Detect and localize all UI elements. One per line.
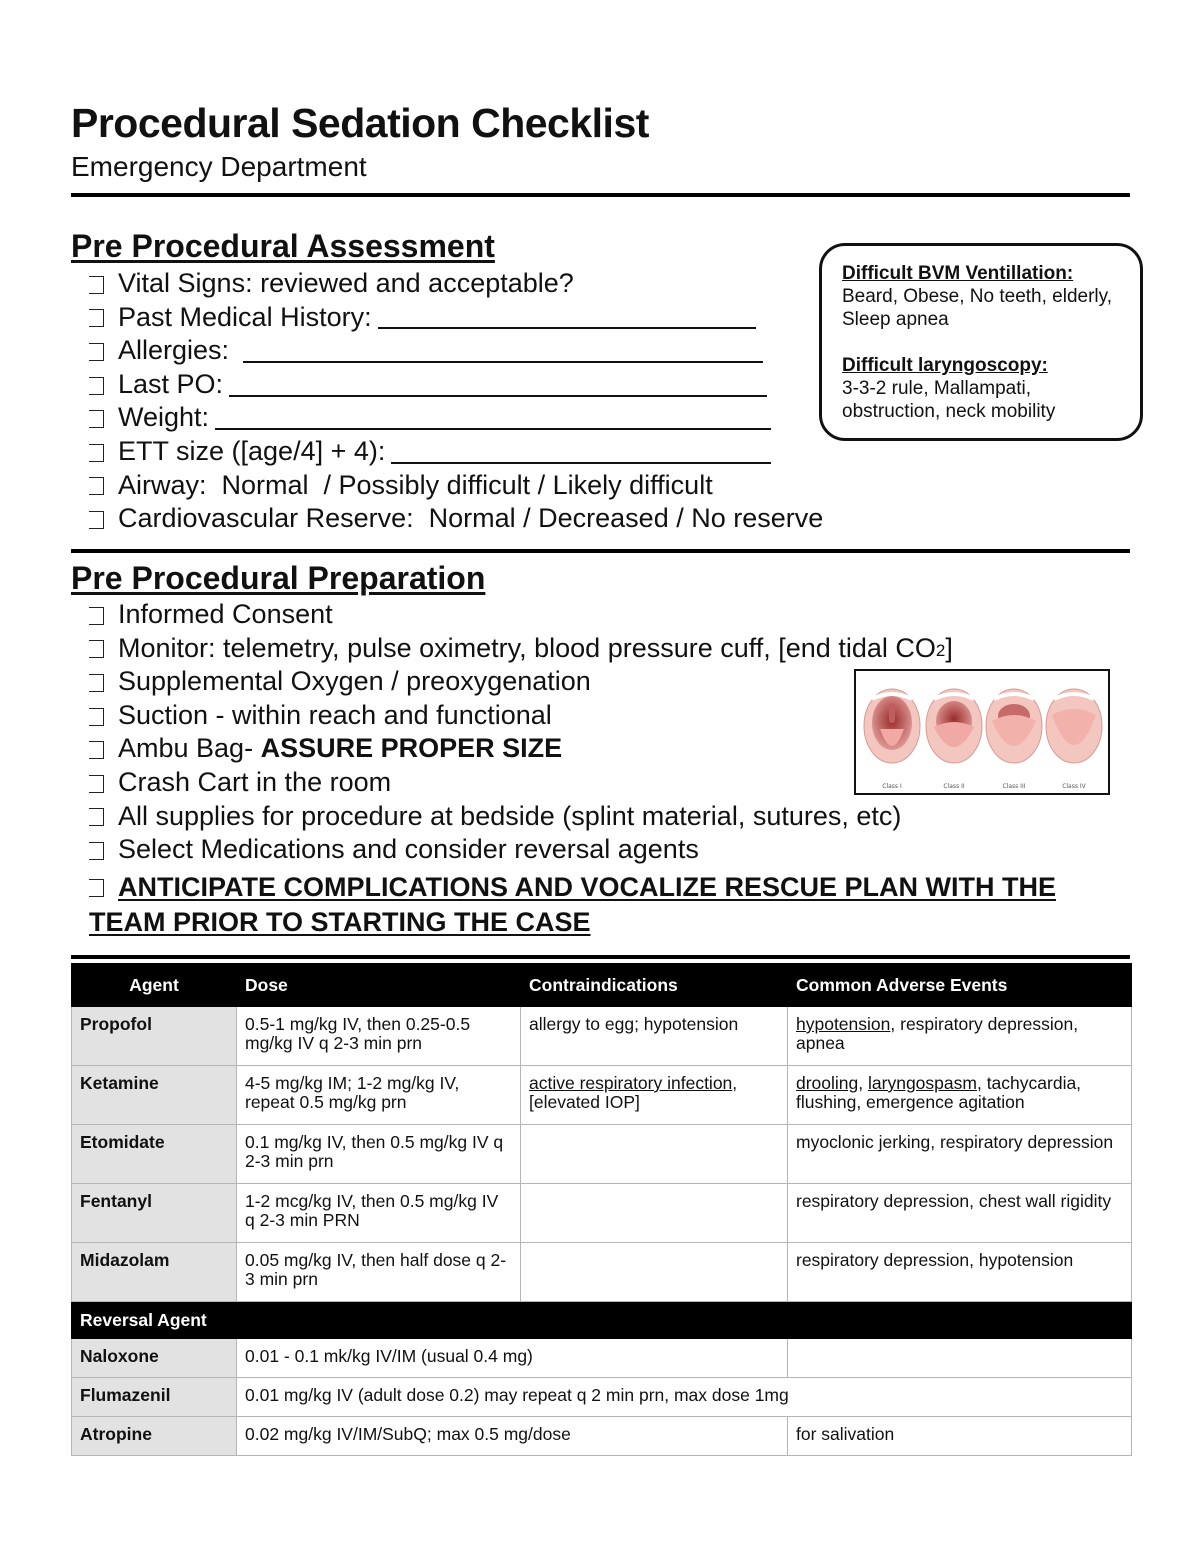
checkbox-icon[interactable] [89, 607, 104, 625]
table-row [72, 1378, 1132, 1417]
list-item[interactable]: Allergies: [89, 334, 823, 368]
table-row [72, 1184, 1132, 1243]
assessment-heading: Pre Procedural Assessment [71, 228, 495, 264]
table-row [72, 1243, 1132, 1302]
checkbox-icon[interactable] [89, 775, 104, 793]
list-item[interactable]: All supplies for procedure at bedside (splint material, sutures, etc) [89, 800, 953, 834]
adverse-cell: myoclonic jerking, respiratory depression [788, 1125, 1132, 1184]
list-item[interactable]: Past Medical History: [89, 301, 823, 335]
checkbox-icon[interactable] [89, 377, 104, 395]
checkbox-icon[interactable] [89, 674, 104, 692]
column-header: Contraindications [521, 964, 788, 1007]
checkbox-icon[interactable] [89, 741, 104, 759]
checkbox-icon[interactable] [89, 309, 104, 327]
dose-cell: 0.02 mg/kg IV/IM/SubQ; max 0.5 mg/dose [237, 1417, 788, 1456]
checkbox-icon[interactable] [89, 640, 104, 658]
callout-bvm-title: Difficult BVM Ventillation: [842, 263, 1074, 284]
page-subtitle: Emergency Department [71, 151, 367, 182]
list-item[interactable]: Suction - within reach and functional [89, 699, 953, 733]
reversal-header: Reversal Agent [72, 1302, 237, 1339]
checkbox-icon[interactable] [89, 276, 104, 294]
list-item[interactable]: Informed Consent [89, 598, 953, 632]
blank-line[interactable] [391, 440, 771, 464]
table-row [72, 1125, 1132, 1184]
column-header: Agent [72, 964, 237, 1007]
checkbox-icon[interactable] [89, 444, 104, 462]
assessment-list [89, 267, 823, 536]
reversal-header-row [72, 1302, 1132, 1339]
dose-cell: 4-5 mg/kg IM; 1-2 mg/kg IV, repeat 0.5 mg/kg prn [237, 1066, 521, 1125]
dose-cell: 0.5-1 mg/kg IV, then 0.25-0.5 mg/kg IV q 2-3 min prn [237, 1007, 521, 1066]
blank-line[interactable] [215, 406, 771, 430]
checkbox-icon[interactable] [89, 842, 104, 860]
table-row [72, 1339, 1132, 1378]
agent-cell: Propofol [72, 1007, 237, 1066]
agent-cell: Fentanyl [72, 1184, 237, 1243]
table-row [72, 1417, 1132, 1456]
dose-cell: 0.01 - 0.1 mk/kg IV/IM (usual 0.4 mg) [237, 1339, 788, 1378]
table-row [72, 1066, 1132, 1125]
list-item[interactable]: Airway: Normal / Possibly difficult / Likely difficult [89, 469, 823, 503]
class-label: Class I [882, 783, 902, 790]
callout-laryngoscopy-text: 3-3-2 rule, Mallampati, obstruction, neck mobility [842, 378, 1056, 422]
list-item[interactable]: Ambu Bag- ASSURE PROPER SIZE [89, 732, 953, 766]
co2-subscript: 2 [935, 640, 946, 660]
checkbox-icon[interactable] [89, 410, 104, 428]
blank-line[interactable] [229, 373, 767, 397]
list-item[interactable]: ETT size ([age/4] + 4): [89, 435, 823, 469]
checkbox-icon[interactable] [89, 511, 104, 529]
class-label: Class IV [1062, 783, 1086, 790]
checkbox-icon[interactable] [89, 879, 104, 897]
agent-cell: Atropine [72, 1417, 237, 1456]
drug-table [71, 963, 1132, 1456]
adverse-cell: respiratory depression, chest wall rigidity [788, 1184, 1132, 1243]
dose-cell: 0.05 mg/kg IV, then half dose q 2-3 min prn [237, 1243, 521, 1302]
list-item[interactable]: Monitor: telemetry, pulse oximetry, blood pressure cuff, [end tidal CO $_2$ ] [89, 632, 953, 666]
column-header: Common Adverse Events [788, 964, 1132, 1007]
list-item[interactable]: Vital Signs: reviewed and acceptable? [89, 267, 823, 301]
mouth-class-3-icon [986, 689, 1042, 763]
list-item[interactable]: Select Medications and consider reversal agents [89, 833, 953, 867]
column-header: Dose [237, 964, 521, 1007]
note-cell: for salivation [788, 1417, 1132, 1456]
class-label: Class II [943, 783, 965, 790]
contraindication-cell [521, 1243, 788, 1302]
dose-cell: 0.1 mg/kg IV, then 0.5 mg/kg IV q 2-3 min prn [237, 1125, 521, 1184]
blank-line[interactable] [243, 339, 763, 363]
mouth-class-1-icon [864, 689, 920, 763]
dose-cell: 0.01 mg/kg IV (adult dose 0.2) may repeat q 2 min prn, max dose 1mg [237, 1378, 1132, 1417]
divider [71, 955, 1130, 959]
preparation-heading: Pre Procedural Preparation [71, 560, 486, 596]
agent-cell: Midazolam [72, 1243, 237, 1302]
class-label: Class III [1002, 783, 1026, 790]
list-item[interactable]: Last PO: [89, 368, 823, 402]
list-item[interactable]: Crash Cart in the room [89, 766, 953, 800]
list-item[interactable]: Supplemental Oxygen / preoxygenation [89, 665, 953, 699]
adverse-cell: respiratory depression, hypotension [788, 1243, 1132, 1302]
table-row [72, 1007, 1132, 1066]
checkbox-icon[interactable] [89, 343, 104, 361]
contraindication-cell: active respiratory infection, [elevated IOP] [521, 1066, 788, 1125]
mouth-class-4-icon [1046, 689, 1102, 763]
page-title: Procedural Sedation Checklist [71, 100, 649, 146]
mallampati-figure [854, 669, 1110, 795]
difficult-airway-callout [819, 243, 1143, 441]
divider [71, 549, 1130, 553]
contraindication-cell [521, 1184, 788, 1243]
adverse-cell: drooling, laryngospasm, tachycardia, flushing, emergence agitation [788, 1066, 1132, 1125]
callout-laryngoscopy-title: Difficult laryngoscopy: [842, 355, 1048, 376]
final-checklist-item[interactable]: ANTICIPATE COMPLICATIONS AND VOCALIZE RESCUE PLAN WITH THE TEAM PRIOR TO STARTING THE CASE [89, 872, 1056, 937]
agent-cell: Ketamine [72, 1066, 237, 1125]
list-item[interactable]: Cardiovascular Reserve: Normal / Decreased / No reserve [89, 502, 823, 536]
agent-cell: Etomidate [72, 1125, 237, 1184]
callout-bvm-text: Beard, Obese, No teeth, elderly, Sleep apnea [842, 286, 1113, 330]
blank-line[interactable] [378, 305, 756, 329]
agent-cell: Flumazenil [72, 1378, 237, 1417]
mallampati-illustration [856, 671, 1108, 793]
adverse-cell: hypotension, respiratory depression, apnea [788, 1007, 1132, 1066]
table-header-row [72, 964, 1132, 1007]
checkbox-icon[interactable] [89, 808, 104, 826]
agent-cell: Naloxone [72, 1339, 237, 1378]
contraindication-cell: allergy to egg; hypotension [521, 1007, 788, 1066]
contraindication-cell [521, 1125, 788, 1184]
mouth-class-2-icon [926, 689, 982, 763]
list-item[interactable]: Weight: [89, 401, 823, 435]
dose-cell: 1-2 mcg/kg IV, then 0.5 mg/kg IV q 2-3 min PRN [237, 1184, 521, 1243]
preparation-list [89, 598, 953, 867]
checkbox-icon[interactable] [89, 477, 104, 495]
ambu-emphasis: ASSURE PROPER SIZE [260, 733, 563, 764]
note-cell [788, 1339, 1132, 1378]
checkbox-icon[interactable] [89, 708, 104, 726]
divider [71, 193, 1130, 197]
